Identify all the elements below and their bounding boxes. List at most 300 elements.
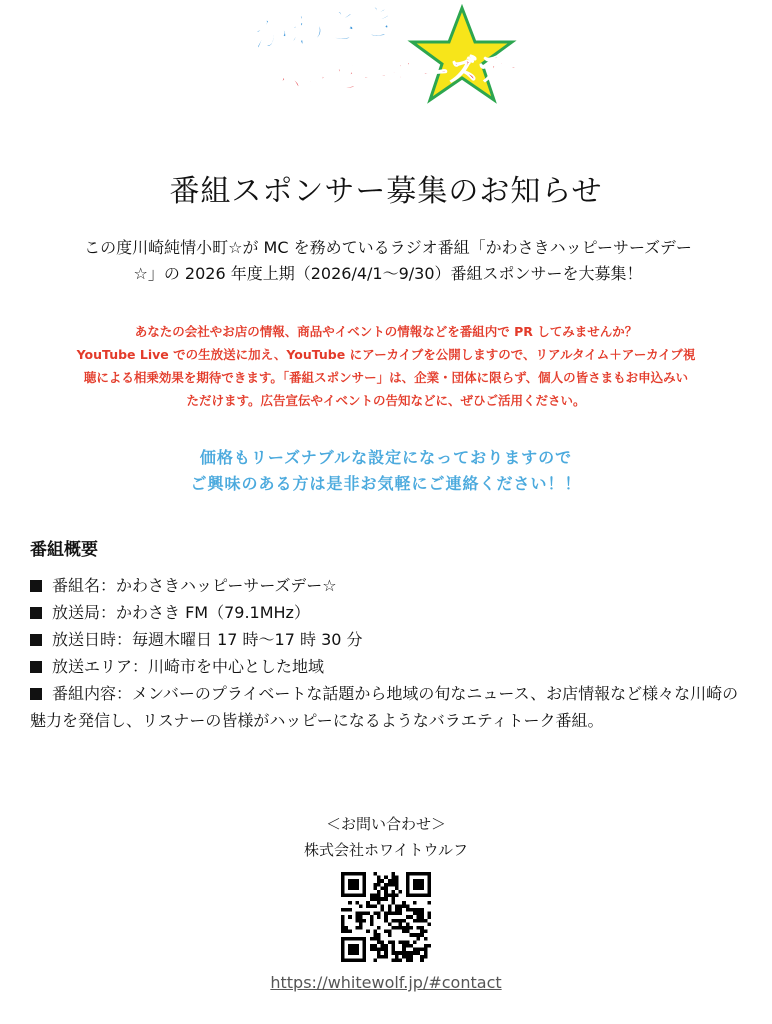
qr-finder-module — [409, 872, 413, 876]
qr-finder-module — [413, 886, 417, 890]
qr-data-module — [363, 919, 367, 923]
qr-data-module — [409, 944, 413, 948]
qr-data-module — [359, 912, 363, 916]
qr-data-module — [381, 897, 385, 901]
qr-data-module — [420, 948, 424, 952]
qr-finder-module — [352, 872, 356, 876]
qr-data-module — [377, 948, 381, 952]
qr-finder-module — [417, 894, 421, 898]
overview-item-content — [30, 680, 742, 734]
qr-data-module — [355, 915, 359, 919]
qr-data-module — [420, 912, 424, 916]
qr-data-module — [384, 876, 388, 880]
qr-data-module — [399, 904, 403, 908]
qr-finder-module — [341, 879, 345, 883]
overview-item-schedule — [30, 626, 742, 653]
qr-data-module — [409, 933, 413, 937]
overview-heading: 番組概要 — [30, 540, 98, 560]
qr-data-module — [355, 926, 359, 930]
qr-finder-module — [417, 872, 421, 876]
qr-data-module — [377, 940, 381, 944]
qr-data-module — [388, 879, 392, 883]
qr-data-module — [377, 901, 381, 905]
qr-finder-module — [409, 894, 413, 898]
qr-finder-module — [341, 958, 345, 962]
overview-item-text: 放送エリア：川崎市を中心とした地域 — [52, 657, 325, 676]
qr-finder-module — [413, 872, 417, 876]
qr-data-module — [399, 958, 403, 962]
qr-data-module — [366, 901, 370, 905]
qr-data-module — [409, 951, 413, 955]
qr-finder-module — [420, 872, 424, 876]
qr-data-module — [384, 955, 388, 959]
qr-data-module — [413, 951, 417, 955]
qr-data-module — [395, 876, 399, 880]
qr-data-module — [424, 919, 428, 923]
qr-data-module — [406, 955, 410, 959]
qr-data-module — [399, 951, 403, 955]
qr-data-module — [399, 940, 403, 944]
qr-data-module — [384, 951, 388, 955]
qr-data-module — [420, 908, 424, 912]
qr-finder-module — [363, 879, 367, 883]
qr-finder-module — [417, 879, 421, 883]
qr-data-module — [341, 919, 345, 923]
qr-data-module — [381, 955, 385, 959]
qr-data-module — [345, 926, 349, 930]
qr-data-module — [395, 908, 399, 912]
qr-finder-module — [348, 883, 352, 887]
qr-data-module — [427, 922, 431, 926]
qr-data-module — [373, 872, 377, 876]
qr-data-module — [366, 904, 370, 908]
qr-data-module — [406, 944, 410, 948]
qr-data-module — [377, 879, 381, 883]
qr-data-module — [359, 915, 363, 919]
qr-data-module — [388, 930, 392, 934]
qr-finder-module — [363, 886, 367, 890]
qr-finder-module — [348, 958, 352, 962]
qr-data-module — [391, 944, 395, 948]
qr-finder-module — [363, 890, 367, 894]
qr-finder-module — [363, 944, 367, 948]
contact-url-link[interactable]: https://whitewolf.jp/#contact — [270, 973, 502, 992]
appeal-text — [0, 445, 772, 497]
qr-data-module — [388, 933, 392, 937]
contact-heading: ＜お問い合わせ＞ — [325, 815, 446, 833]
intro-line-2: ☆」の 2026 年度上期（2026/4/1〜9/30）番組スポンサーを大募集！ — [133, 264, 643, 283]
qr-data-module — [413, 901, 417, 905]
qr-finder-module — [406, 883, 410, 887]
qr-data-module — [363, 912, 367, 916]
qr-data-module — [409, 926, 413, 930]
qr-finder-module — [417, 883, 421, 887]
qr-finder-module — [420, 894, 424, 898]
qr-data-module — [406, 951, 410, 955]
qr-data-module — [355, 901, 359, 905]
qr-finder-module — [352, 886, 356, 890]
qr-data-module — [345, 908, 349, 912]
logo-line2: ハッピーサーズデー — [270, 48, 522, 102]
qr-data-module — [395, 958, 399, 962]
qr-data-module — [370, 897, 374, 901]
qr-data-module — [399, 908, 403, 912]
qr-finder-module — [406, 894, 410, 898]
qr-finder-module — [355, 886, 359, 890]
qr-data-module — [402, 901, 406, 905]
qr-finder-module — [355, 894, 359, 898]
qr-data-module — [402, 951, 406, 955]
qr-data-module — [348, 901, 352, 905]
qr-finder-module — [406, 879, 410, 883]
qr-finder-module — [355, 944, 359, 948]
square-bullet-icon — [30, 634, 42, 646]
qr-data-module — [377, 876, 381, 880]
qr-finder-module — [348, 872, 352, 876]
qr-data-module — [359, 919, 363, 923]
qr-data-module — [373, 958, 377, 962]
qr-finder-module — [341, 955, 345, 959]
program-logo — [242, 4, 522, 104]
qr-data-module — [417, 937, 421, 941]
qr-finder-module — [348, 948, 352, 952]
qr-data-module — [417, 933, 421, 937]
qr-data-module — [409, 958, 413, 962]
qr-data-module — [391, 894, 395, 898]
qr-data-module — [391, 926, 395, 930]
qr-data-module — [402, 926, 406, 930]
qr-finder-module — [345, 937, 349, 941]
qr-data-module — [377, 951, 381, 955]
qr-data-module — [395, 886, 399, 890]
qr-data-module — [402, 955, 406, 959]
program-logo-graphic — [242, 4, 522, 104]
qr-data-module — [420, 930, 424, 934]
qr-finder-module — [341, 886, 345, 890]
qr-finder-module — [341, 883, 345, 887]
qr-data-module — [409, 908, 413, 912]
qr-finder-module — [420, 886, 424, 890]
qr-data-module — [406, 940, 410, 944]
page-title: 番組スポンサー募集のお知らせ — [169, 174, 603, 209]
qr-finder-module — [427, 883, 431, 887]
qr-finder-module — [341, 872, 345, 876]
qr-code-icon[interactable] — [341, 872, 431, 962]
square-bullet-icon — [30, 688, 42, 700]
qr-data-module — [359, 904, 363, 908]
qr-data-module — [377, 915, 381, 919]
qr-finder-module — [363, 937, 367, 941]
qr-data-module — [391, 883, 395, 887]
qr-data-module — [420, 958, 424, 962]
qr-finder-module — [363, 958, 367, 962]
qr-data-module — [384, 944, 388, 948]
qr-data-module — [384, 897, 388, 901]
qr-finder-module — [363, 951, 367, 955]
qr-data-module — [399, 926, 403, 930]
qr-data-module — [341, 930, 345, 934]
qr-finder-module — [359, 958, 363, 962]
qr-finder-module — [341, 876, 345, 880]
qr-data-module — [391, 912, 395, 916]
qr-data-module — [402, 919, 406, 923]
qr-data-module — [341, 926, 345, 930]
qr-data-module — [424, 937, 428, 941]
qr-data-module — [384, 912, 388, 916]
qr-finder-module — [348, 951, 352, 955]
qr-data-module — [395, 955, 399, 959]
qr-finder-module — [341, 944, 345, 948]
qr-data-module — [413, 912, 417, 916]
qr-data-module — [399, 912, 403, 916]
qr-data-module — [373, 948, 377, 952]
qr-finder-module — [352, 944, 356, 948]
qr-data-module — [373, 944, 377, 948]
qr-data-module — [399, 919, 403, 923]
qr-finder-module — [352, 883, 356, 887]
qr-data-module — [366, 930, 370, 934]
qr-data-module — [388, 904, 392, 908]
overview-item-text: 番組名：かわさきハッピーサーズデー☆ — [52, 576, 337, 595]
qr-data-module — [381, 879, 385, 883]
qr-data-module — [427, 915, 431, 919]
qr-data-module — [384, 894, 388, 898]
appeal-line-1: 価格もリーズナブルな設定になっておりますので — [199, 448, 573, 467]
qr-data-module — [370, 894, 374, 898]
qr-finder-module — [359, 872, 363, 876]
qr-finder-module — [359, 894, 363, 898]
promo-line-4: ただけます。広告宣伝やイベントの告知などに、ぜひご活用ください。 — [186, 393, 586, 408]
logo-line1: かわさき — [250, 4, 399, 57]
qr-data-module — [420, 955, 424, 959]
qr-data-module — [409, 915, 413, 919]
qr-data-module — [377, 894, 381, 898]
qr-finder-module — [348, 894, 352, 898]
qr-finder-module — [355, 879, 359, 883]
qr-finder-module — [355, 937, 359, 941]
appeal-line-2: ご興味のある方は是非お気軽にご連絡ください！！ — [190, 474, 582, 493]
qr-finder-module — [413, 879, 417, 883]
qr-data-module — [395, 926, 399, 930]
qr-data-module — [424, 955, 428, 959]
promo-line-1: あなたの会社やお店の情報、商品やイベントの情報などを番組内で PR してみませんか？ — [134, 324, 638, 339]
qr-finder-module — [348, 944, 352, 948]
qr-data-module — [381, 940, 385, 944]
qr-data-module — [391, 919, 395, 923]
qr-finder-module — [341, 894, 345, 898]
overview-item-area — [30, 653, 742, 680]
qr-finder-module — [427, 879, 431, 883]
qr-data-module — [427, 912, 431, 916]
qr-data-module — [388, 912, 392, 916]
qr-data-module — [370, 944, 374, 948]
qr-data-module — [384, 886, 388, 890]
qr-data-module — [373, 933, 377, 937]
qr-data-module — [391, 951, 395, 955]
qr-data-module — [420, 933, 424, 937]
qr-data-module — [359, 926, 363, 930]
qr-finder-module — [355, 883, 359, 887]
qr-data-module — [355, 919, 359, 923]
qr-data-module — [406, 915, 410, 919]
qr-data-module — [373, 912, 377, 916]
qr-data-module — [417, 951, 421, 955]
qr-data-module — [406, 958, 410, 962]
qr-data-module — [370, 904, 374, 908]
qr-data-module — [413, 908, 417, 912]
qr-finder-module — [427, 876, 431, 880]
qr-finder-module — [341, 890, 345, 894]
qr-finder-module — [427, 872, 431, 876]
qr-data-module — [427, 944, 431, 948]
qr-data-module — [399, 922, 403, 926]
qr-data-module — [406, 922, 410, 926]
promo-line-2: YouTube Live での生放送に加え、YouTube にアーカイブを公開しますので、リアルタイム＋アーカイブ視 — [76, 347, 696, 362]
qr-data-module — [381, 886, 385, 890]
qr-data-module — [384, 890, 388, 894]
qr-data-module — [413, 940, 417, 944]
qr-data-module — [417, 908, 421, 912]
qr-finder-module — [420, 883, 424, 887]
qr-data-module — [370, 948, 374, 952]
qr-data-module — [373, 897, 377, 901]
qr-data-module — [406, 930, 410, 934]
overview-item-station — [30, 599, 742, 626]
overview-item-text: 放送局：かわさき FM（79.1MHz） — [52, 603, 310, 622]
qr-data-module — [341, 908, 345, 912]
intro-text — [38, 235, 738, 287]
qr-data-module — [391, 901, 395, 905]
qr-finder-module — [355, 948, 359, 952]
qr-data-module — [402, 930, 406, 934]
qr-data-module — [395, 883, 399, 887]
overview-item-text: 番組内容：メンバーのプライベートな話題から地域の旬なニュース、お店情報など様々な川崎の魅力を発信し、リスナーの皆様がハッピーになるようなバラエティトーク番組。 — [30, 684, 739, 730]
qr-finder-module — [420, 879, 424, 883]
qr-data-module — [359, 922, 363, 926]
qr-data-module — [420, 926, 424, 930]
qr-data-module — [413, 919, 417, 923]
qr-finder-module — [363, 872, 367, 876]
qr-data-module — [417, 912, 421, 916]
overview-item-program-name — [30, 572, 742, 599]
qr-data-module — [377, 955, 381, 959]
qr-finder-module — [413, 883, 417, 887]
qr-code-graphic — [341, 872, 431, 962]
qr-finder-module — [341, 940, 345, 944]
qr-finder-module — [424, 872, 428, 876]
qr-data-module — [395, 894, 399, 898]
qr-finder-module — [352, 951, 356, 955]
qr-data-module — [395, 912, 399, 916]
qr-finder-module — [406, 876, 410, 880]
qr-data-module — [406, 908, 410, 912]
qr-data-module — [406, 904, 410, 908]
qr-finder-module — [348, 937, 352, 941]
qr-finder-module — [348, 886, 352, 890]
qr-data-module — [395, 879, 399, 883]
qr-data-module — [420, 915, 424, 919]
qr-finder-module — [363, 883, 367, 887]
qr-data-module — [391, 872, 395, 876]
qr-data-module — [391, 948, 395, 952]
qr-data-module — [377, 937, 381, 941]
qr-finder-module — [427, 886, 431, 890]
qr-data-module — [399, 890, 403, 894]
qr-data-module — [391, 879, 395, 883]
qr-data-module — [395, 904, 399, 908]
qr-data-module — [348, 915, 352, 919]
intro-line-1: この度川崎純情小町☆が MC を務めているラジオ番組「かわさきハッピーサーズデー — [84, 238, 692, 257]
qr-finder-module — [427, 894, 431, 898]
qr-data-module — [388, 894, 392, 898]
qr-data-module — [406, 926, 410, 930]
qr-finder-module — [363, 940, 367, 944]
square-bullet-icon — [30, 607, 42, 619]
company-name: 株式会社ホワイトウルフ — [303, 841, 469, 859]
qr-data-module — [384, 948, 388, 952]
qr-data-module — [381, 908, 385, 912]
qr-data-module — [384, 915, 388, 919]
qr-data-module — [381, 944, 385, 948]
qr-finder-module — [363, 876, 367, 880]
qr-data-module — [391, 958, 395, 962]
qr-finder-module — [417, 886, 421, 890]
qr-data-module — [377, 890, 381, 894]
qr-data-module — [370, 919, 374, 923]
qr-data-module — [370, 937, 374, 941]
qr-data-module — [384, 883, 388, 887]
qr-finder-module — [406, 886, 410, 890]
qr-data-module — [373, 886, 377, 890]
qr-data-module — [420, 919, 424, 923]
qr-data-module — [424, 951, 428, 955]
qr-data-module — [391, 890, 395, 894]
qr-data-module — [341, 915, 345, 919]
qr-finder-module — [341, 937, 345, 941]
qr-data-module — [388, 922, 392, 926]
qr-data-module — [377, 897, 381, 901]
qr-data-module — [395, 951, 399, 955]
overview-list — [30, 572, 742, 734]
qr-data-module — [388, 940, 392, 944]
qr-data-module — [381, 948, 385, 952]
qr-finder-module — [352, 879, 356, 883]
qr-data-module — [345, 930, 349, 934]
qr-data-module — [391, 876, 395, 880]
qr-data-module — [391, 940, 395, 944]
qr-finder-module — [406, 872, 410, 876]
qr-data-module — [417, 948, 421, 952]
qr-data-module — [427, 901, 431, 905]
qr-finder-module — [355, 951, 359, 955]
qr-data-module — [402, 948, 406, 952]
qr-data-module — [373, 894, 377, 898]
qr-data-module — [384, 919, 388, 923]
qr-data-module — [388, 908, 392, 912]
qr-finder-module — [424, 894, 428, 898]
qr-data-module — [395, 919, 399, 923]
qr-finder-module — [355, 958, 359, 962]
qr-finder-module — [363, 948, 367, 952]
qr-finder-module — [363, 955, 367, 959]
qr-finder-module — [341, 948, 345, 952]
qr-finder-module — [345, 894, 349, 898]
qr-finder-module — [345, 872, 349, 876]
qr-data-module — [373, 904, 377, 908]
qr-data-module — [391, 897, 395, 901]
promo-text — [30, 320, 742, 412]
square-bullet-icon — [30, 580, 42, 592]
